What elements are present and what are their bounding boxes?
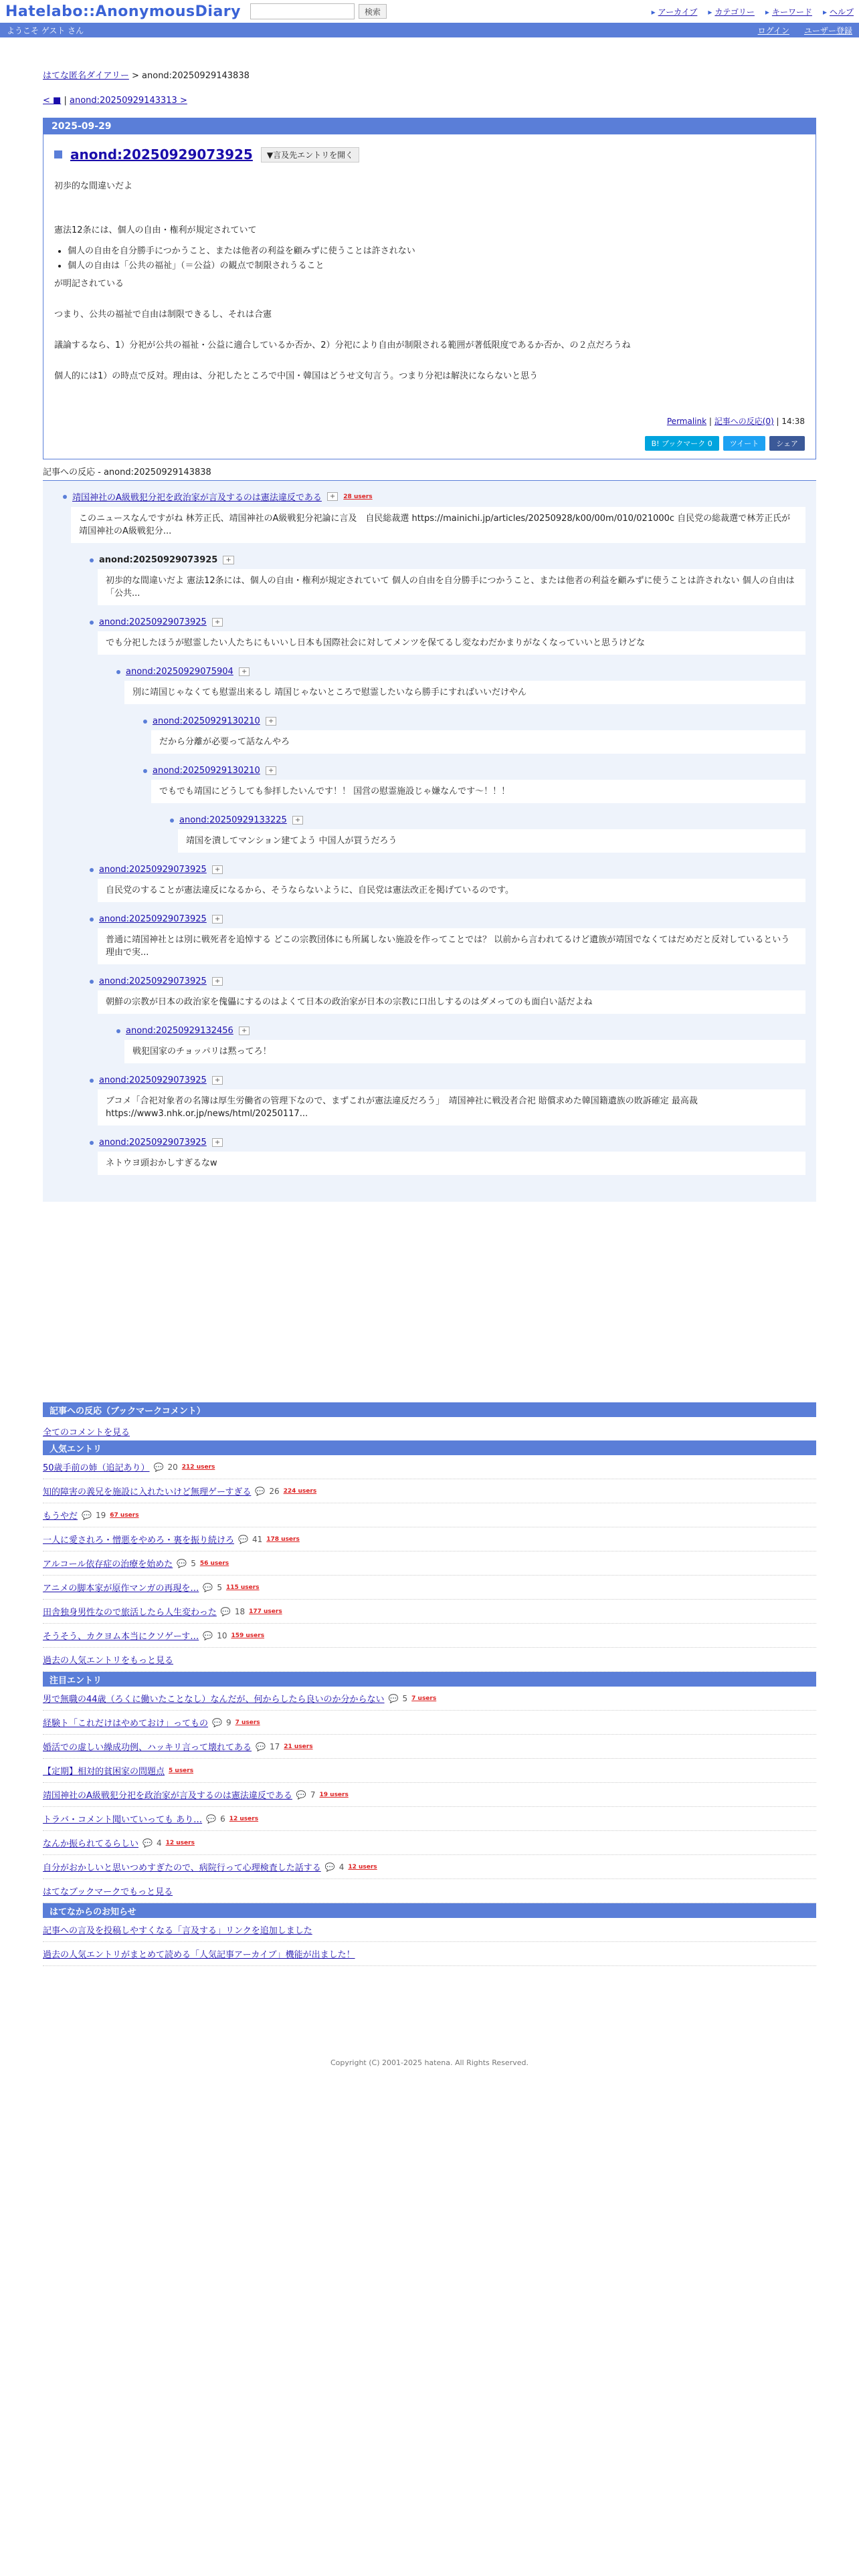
users-badge[interactable]: 7 users [411, 1695, 437, 1702]
bullet-icon [90, 868, 94, 872]
comment-icon: 💬 [220, 1606, 231, 1616]
users-badge[interactable]: 159 users [231, 1632, 265, 1639]
entry-row [43, 1687, 816, 1711]
arrow-icon: ▸ [708, 7, 712, 17]
breadcrumb [43, 68, 816, 81]
bullet-icon [90, 1079, 94, 1083]
users-badge[interactable]: 12 users [229, 1815, 259, 1822]
reaction-title-link[interactable]: anond:20250929073925 [99, 865, 207, 875]
expand-icon[interactable]: + [212, 618, 223, 627]
comment-icon: 💬 [256, 1741, 266, 1751]
expand-icon[interactable]: + [212, 865, 223, 874]
breadcrumb-home[interactable]: はてな匿名ダイアリー [43, 71, 129, 81]
entry-link[interactable]: 田舎独身男性なので旅活したら人生変わった [43, 1608, 217, 1618]
reaction-title-link[interactable]: anond:20250929073925 [99, 1075, 207, 1085]
entry-link[interactable]: なんか振られてるらしい [43, 1839, 139, 1849]
bullet-icon [90, 1141, 94, 1145]
entry-link[interactable]: もうやだ [43, 1511, 78, 1521]
entry-paragraph: 個人的には1）の時点で反対。理由は、分祀したところで中国・韓国はどうせ文句言う。つまり分祀は解決にならないと思う [54, 371, 539, 381]
entry-footer: Permalink | 記事への反応(0) | 14:38 [666, 417, 805, 426]
search-button[interactable]: 検索 [359, 4, 387, 19]
users-badge[interactable]: 12 users [348, 1863, 377, 1870]
entry-link[interactable]: 経験ト「これだけはやめておけ」ってもの [43, 1719, 209, 1729]
comment-count: 18 [234, 1606, 246, 1616]
comment-count: 4 [156, 1838, 162, 1848]
bullet-icon [90, 918, 94, 922]
featured-list [43, 1687, 816, 1879]
tweet-button[interactable]: ツイート [723, 436, 765, 451]
reaction-tree [43, 480, 816, 1202]
entry-link[interactable]: 一人に愛されろ・憎悪をやめろ・裏を振り続けろ [43, 1535, 235, 1545]
reaction-excerpt: ブコメ「合祀対象者の名簿は厚生労働省の管理下なので、まずこれが憲法違反だろう」 靖国神社に戦没者合祀 賠償求めた韓国籍遺族の敗訴確定 最高裁 https://www3.nhk.or.jp/news/html/20250117... [98, 1089, 805, 1125]
comment-icon: 💬 [203, 1630, 213, 1640]
comment-icon: 💬 [212, 1717, 222, 1727]
list-item: • 個人の自由を自分勝手につかうこと、または他者の利益を顧みずに使うことは許されない [68, 244, 805, 259]
reaction-excerpt: ネトウヨ頭おかしすぎるなw [98, 1152, 805, 1175]
entry-paragraph: 議論するなら、1）分祀が公共の福祉・公益に適合しているか否か、2）分祀により自由が制限される範囲が著低限度であるか否か、の２点だろうね [54, 340, 631, 350]
entry-paragraph: が明記されている [54, 279, 124, 289]
reactions-label: 記事への反応 - anond:20250929143838 [43, 467, 211, 477]
comment-count: 5 [402, 1693, 408, 1703]
bullet-icon [90, 980, 94, 984]
comment-count: 41 [252, 1534, 263, 1544]
arrow-icon: ▸ [651, 7, 656, 17]
entry-row [43, 1807, 816, 1831]
bookmark-button[interactable]: B! ブックマーク 0 [645, 436, 719, 451]
expand-icon[interactable]: + [212, 915, 223, 924]
reaction-title-link[interactable]: anond:20250929073925 [99, 976, 207, 986]
list-item: • 個人の自由は「公共の福祉」（＝公益）の観点で制限されうること [68, 259, 805, 274]
comment-icon: 💬 [203, 1582, 213, 1592]
entry-link[interactable]: 男で無職の44歳（ろくに働いたことなし）なんだが、何からしたら良いのか分からない [43, 1695, 385, 1705]
bullet-icon [116, 1029, 120, 1033]
users-badge[interactable]: 28 users [343, 493, 373, 500]
reaction-excerpt: 自民党のすることが憲法違反になるから、そうならないように、自民党は憲法改正を掲げているのです。 [98, 879, 805, 902]
comment-count: 9 [225, 1717, 231, 1727]
keyword-link[interactable]: ▸ キーワード [765, 7, 812, 17]
reaction-title-link[interactable]: anond:20250929133225 [179, 815, 287, 825]
search-input[interactable] [250, 3, 355, 19]
bullet-icon [143, 720, 147, 724]
users-badge[interactable]: 12 users [165, 1839, 195, 1846]
comment-icon: 💬 [255, 1486, 266, 1496]
entry-row [43, 1855, 816, 1879]
entry-row [43, 1503, 816, 1527]
notice-item[interactable]: 記事への言及を投稿しやすくなる「言及する」リンクを追加しました [43, 1926, 312, 1936]
entry-row [43, 1600, 816, 1624]
reaction-node [116, 1026, 805, 1063]
entry-time: 14:38 [781, 417, 805, 426]
comment-count: 5 [217, 1582, 222, 1592]
users-badge[interactable]: 115 users [225, 1584, 260, 1591]
comment-icon: 💬 [296, 1790, 306, 1800]
reaction-title-link[interactable]: anond:20250929132456 [126, 1026, 233, 1036]
expand-icon[interactable]: + [292, 816, 303, 825]
entry-title[interactable]: anond:20250929073925 [70, 146, 253, 163]
entry-body [54, 180, 805, 383]
arrow-icon: ▸ [765, 7, 769, 17]
comment-count: 20 [167, 1462, 178, 1472]
expand-icon[interactable]: + [223, 556, 233, 564]
welcome-text: ようこそ ゲスト さん [7, 25, 84, 35]
reaction-title-link[interactable]: anond:20250929073925 [99, 1138, 207, 1148]
reaction-node [90, 914, 805, 964]
entry-row [43, 1759, 816, 1783]
notice-header: はてなからのお知らせ [43, 1903, 816, 1918]
user-bar [0, 23, 859, 37]
bullet-icon [170, 819, 174, 823]
site-logo[interactable]: Hatelabo::AnonymousDiary [5, 3, 241, 20]
entry-link[interactable]: 婚活での虚しい繰成功例、ハッキリ言って壊れてある [43, 1743, 252, 1753]
reaction-title-link[interactable]: anond:20250929130210 [153, 716, 260, 726]
top-links [652, 6, 854, 17]
reaction-node [63, 490, 805, 543]
popular-header: 人気エントリ [43, 1440, 816, 1455]
entry-row [43, 1576, 816, 1600]
breadcrumb-current: anond:20250929143838 [142, 71, 250, 81]
comment-icon: 💬 [153, 1462, 164, 1472]
archive-link[interactable]: ▸ アーカイブ [651, 7, 698, 17]
top-bar [0, 0, 859, 23]
reaction-excerpt: でも分祀したほうが慰霊したい人たちにもいいし日本も国際社会に対してメンツを保てるし変なわだかまりがなくなっていいと思うけどな [98, 631, 805, 655]
reactions-link[interactable]: 記事への反応(0) [714, 417, 774, 426]
expand-icon[interactable]: + [212, 1138, 223, 1147]
entry-link[interactable]: 知的障害の義兄を施設に入れたいけど無理ゲーすぎる [43, 1487, 252, 1497]
bullet-icon [90, 558, 94, 562]
users-badge[interactable]: 67 users [110, 1511, 139, 1519]
entry-link[interactable]: アニメの脚本家が原作マンガの再現を… [43, 1584, 199, 1594]
expand-icon[interactable]: + [266, 717, 276, 726]
entry-title-row [54, 146, 805, 163]
entry-paragraph: 初歩的な間違いだよ [54, 181, 133, 191]
reaction-excerpt: 戦犯国家のチョッパリは黙ってろ！ [124, 1040, 805, 1063]
nav-separator: | [64, 96, 67, 106]
reaction-excerpt: 普通に靖国神社とは別に戦死者を追悼する どこの宗教団体にも所属しない施設を作ってことでは？ 以前から言われてるけど遺族が靖国でなくてはだめだと反対しているという理由で実... [98, 928, 805, 964]
reaction-excerpt: 朝鮮の宗教が日本の政治家を傀儡にするのはよくて日本の政治家が日本の宗教に口出しするのはダメってのも面白い話だよね [98, 990, 805, 1014]
users-badge[interactable]: 5 users [169, 1767, 194, 1774]
entry-row [43, 1711, 816, 1735]
comment-icon: 💬 [82, 1510, 92, 1520]
arrow-icon: ▸ [822, 7, 827, 17]
bookmark-comments-header: 記事への反応（ブックマークコメント） [43, 1402, 816, 1417]
facebook-share-button[interactable]: シェア [769, 436, 805, 451]
entry-list [54, 244, 805, 274]
popular-list [43, 1455, 816, 1648]
entry-box [43, 118, 816, 459]
reaction-excerpt: 別に靖国じゃなくても慰霊出来るし 靖国じゃないところで慰霊したいなら勝手にすればいいだけやん [124, 681, 805, 704]
reaction-title-link[interactable]: anond:20250929130210 [153, 766, 260, 776]
featured-more-link[interactable]: はてなブックマークでもっと見る [43, 1887, 173, 1897]
reaction-excerpt: 初歩的な間違いだよ 憲法12条には、個人の自由・権利が規定されていて 個人の自由を自分勝手につかうこと、または他者の利益を顧みずに使うことは許されない 個人の自由は「公共... [98, 569, 805, 605]
featured-header: 注目エントリ [43, 1672, 816, 1687]
entry-row [43, 1783, 816, 1807]
entry-link[interactable]: 靖国神社のA級戦犯分祀を政治家が言及するのは憲法違反である [43, 1791, 292, 1801]
reaction-node [90, 976, 805, 1014]
entry-row [43, 1831, 816, 1855]
users-badge[interactable]: 19 users [319, 1791, 349, 1798]
copyright: Copyright (C) 2001-2025 hatena. All Rights Reserved. [330, 2058, 529, 2067]
entry-row [43, 1455, 816, 1479]
expand-icon[interactable]: + [212, 977, 223, 986]
entry-link[interactable]: アルコール依存症の治療を始めた [43, 1560, 173, 1570]
reaction-title-link[interactable]: anond:20250929073925 [99, 914, 207, 924]
register-link[interactable]: ユーザー登録 [803, 25, 852, 35]
entry-paragraph: 憲法12条には、個人の自由・権利が規定されていて [54, 225, 257, 235]
comment-count: 19 [95, 1510, 106, 1520]
bullet-icon [90, 621, 94, 625]
users-badge[interactable]: 178 users [266, 1535, 300, 1543]
reaction-node [143, 716, 805, 754]
reaction-excerpt: でもでも靖国にどうしても参拝したいんです！！ 国営の慰霊施設じゃ嫌なんです〜！！！ [151, 780, 805, 803]
entry-link[interactable]: トラバ・コメント聞いていっても あり… [43, 1815, 203, 1825]
reaction-node [116, 667, 805, 704]
reaction-node [143, 766, 805, 803]
help-link[interactable]: ▸ ヘルプ [822, 7, 854, 17]
comment-count: 10 [217, 1630, 227, 1640]
comment-count: 4 [339, 1862, 345, 1872]
reaction-node [170, 815, 805, 853]
users-badge[interactable]: 56 users [199, 1560, 229, 1567]
comment-count: 6 [220, 1814, 225, 1824]
expand-icon[interactable]: + [239, 1027, 250, 1035]
reaction-title-link[interactable]: anond:20250929073925 [99, 555, 218, 565]
users-badge[interactable]: 177 users [249, 1608, 282, 1615]
expand-icon[interactable]: + [327, 492, 338, 501]
reaction-node [90, 1138, 805, 1175]
expand-icon[interactable]: + [266, 766, 276, 775]
reaction-title-link[interactable]: 靖国神社のA級戦犯分祀を政治家が言及するのは憲法違反である [72, 493, 322, 503]
main-content [43, 68, 816, 1966]
entry-row [43, 1527, 816, 1551]
entry-link[interactable]: 50歳手前の姉（追記あり） [43, 1463, 150, 1473]
reaction-title-link[interactable]: anond:20250929075904 [126, 667, 233, 677]
comment-count: 7 [310, 1790, 316, 1800]
open-reference-button[interactable]: ▼言及先エントリを開く [261, 147, 359, 163]
users-badge[interactable]: 212 users [181, 1463, 215, 1471]
popular-more-link[interactable]: 過去の人気エントリをもっと見る [43, 1656, 174, 1666]
entry-row [43, 1479, 816, 1503]
entry-link[interactable]: そうそう、カクヨム本当にクソゲーす… [43, 1632, 199, 1642]
entry-link[interactable]: 【定期】相対的貧困家の問題点 [43, 1767, 165, 1777]
reaction-node [90, 617, 805, 655]
entry-paragraph: つまり、公共の福祉で自由は制限できるし、それは合憲 [54, 310, 272, 320]
reaction-node [90, 865, 805, 902]
square-icon [54, 150, 62, 158]
notice-item[interactable]: 過去の人気エントリがまとめて読める「人気記事アーカイブ」機能が出ました！ [43, 1950, 355, 1960]
comment-icon: 💬 [177, 1558, 187, 1568]
share-buttons [54, 436, 805, 451]
entry-row [43, 1624, 816, 1648]
bullet-icon [116, 670, 120, 674]
all-comments-link[interactable]: 全てのコメントを見る [43, 1428, 130, 1438]
next-link[interactable]: anond:20250929143313 > [69, 96, 187, 106]
category-link[interactable]: ▸ カテゴリー [708, 7, 755, 17]
reaction-node [90, 555, 805, 605]
bullet-icon [63, 495, 67, 499]
comment-count: 26 [269, 1486, 280, 1496]
users-badge[interactable]: 7 users [235, 1719, 260, 1726]
users-badge[interactable]: 21 users [284, 1743, 313, 1750]
comment-count: 17 [269, 1741, 280, 1751]
reaction-excerpt: だから分離が必要って話なんやろ [151, 730, 805, 754]
permalink[interactable]: Permalink [666, 417, 707, 426]
comment-count: 5 [191, 1558, 196, 1568]
expand-icon[interactable]: + [212, 1076, 223, 1085]
entry-nav [43, 96, 816, 106]
reaction-excerpt: 靖国を潰してマンション建てよう 中国人が買うだろう [178, 829, 805, 853]
bullet-icon [143, 769, 147, 773]
comment-icon: 💬 [238, 1534, 248, 1544]
entry-row [43, 1551, 816, 1576]
login-link[interactable]: ログイン [757, 25, 789, 35]
reaction-node [90, 1075, 805, 1125]
comment-icon: 💬 [388, 1693, 399, 1703]
breadcrumb-separator: > [131, 71, 139, 81]
entry-date: 2025-09-29 [43, 118, 816, 134]
prev-link[interactable]: < ■ [43, 96, 62, 106]
comment-icon: 💬 [142, 1838, 153, 1848]
entry-link[interactable]: 自分がおかしいと思いつめすぎたので、病院行って心理検査した話する [43, 1863, 321, 1873]
comment-icon: 💬 [324, 1862, 335, 1872]
users-badge[interactable]: 224 users [283, 1487, 317, 1495]
entry-row [43, 1735, 816, 1759]
reaction-excerpt: このニュースなんですがね 林芳正氏、靖国神社のA級戦犯分祀論に言及 自民総裁選 https://mainichi.jp/articles/20250928/k00/00m/010/021000c 自民党の総裁選で林芳正氏が靖国神社のA級戦犯分... [71, 507, 805, 543]
comment-icon: 💬 [206, 1814, 217, 1824]
expand-icon[interactable]: + [239, 667, 250, 676]
reaction-title-link[interactable]: anond:20250929073925 [99, 617, 207, 627]
